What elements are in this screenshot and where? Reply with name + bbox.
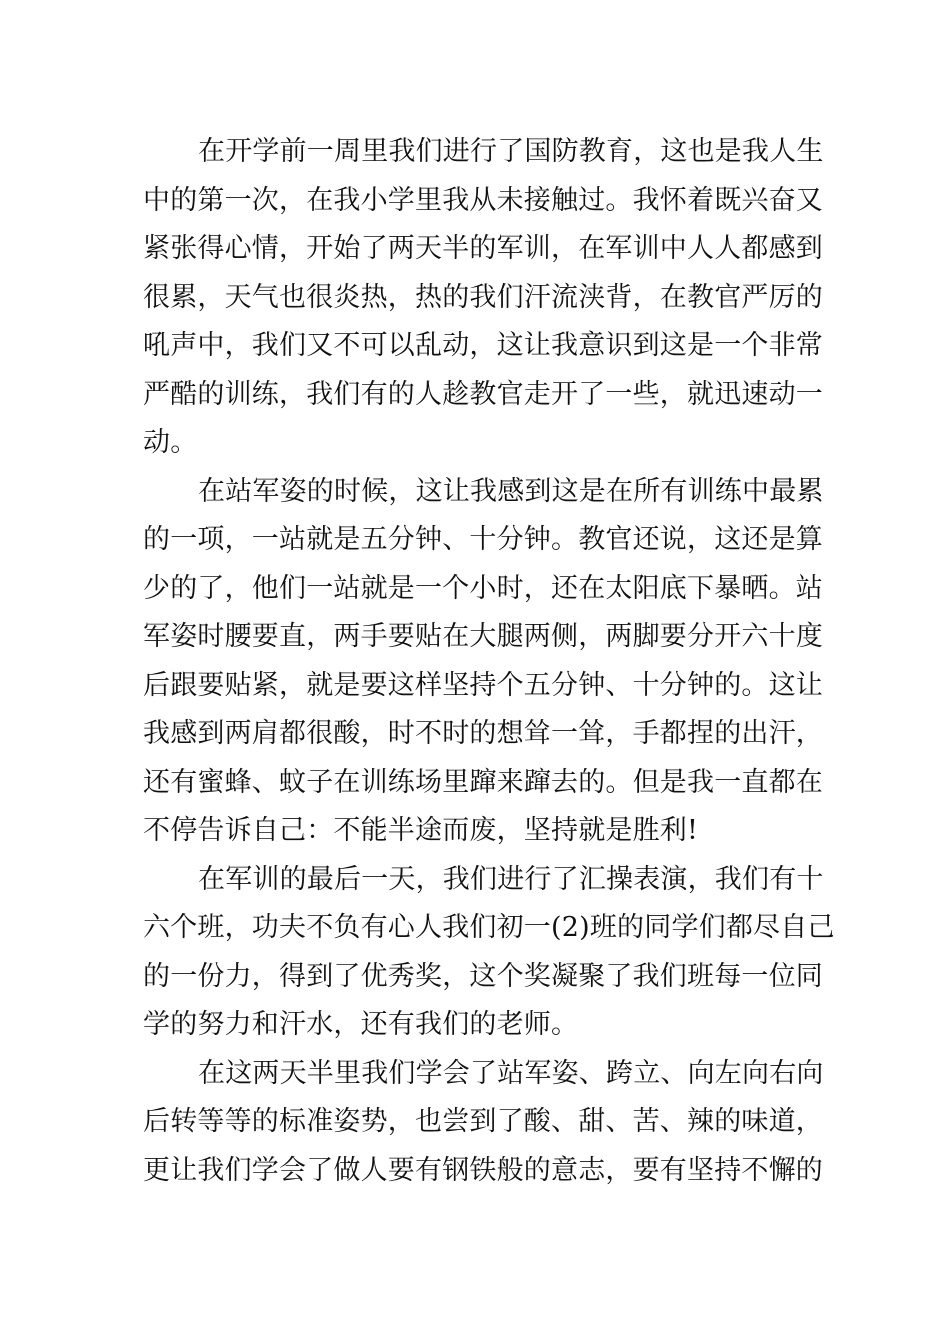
text-line: 在这两天半里我们学会了站军姿、跨立、向左向右向	[198, 1057, 824, 1089]
text-line: 少的了，他们一站就是一个小时，还在太阳底下暴晒。站	[143, 572, 823, 604]
text-line: 的一项，一站就是五分钟、十分钟。教官还说，这还是算	[143, 524, 823, 555]
text-line: 后跟要贴紧，就是要这样坚持个五分钟、十分钟的。这让	[143, 669, 823, 701]
text-line: 还有蜜蜂、蚊子在训练场里蹿来蹿去的。但是我一直都在	[143, 766, 823, 798]
text-line: 中的第一次，在我小学里我从未接触过。我怀着既兴奋又	[143, 184, 823, 216]
text-line: 在站军姿的时候，这让我感到这是在所有训练中最累	[198, 475, 824, 507]
text-line: 我感到两肩都很酸，时不时的想耸一耸，手都捏的出汗，	[143, 718, 823, 749]
text-line: 后转等等的标准姿势，也尝到了酸、甜、苦、辣的味道，	[143, 1106, 823, 1137]
paragraph-2	[143, 468, 824, 856]
text-line: 学的努力和汗水，还有我们的老师。	[143, 1009, 579, 1040]
text-line: 很累，天气也很炎热，热的我们汗流浃背，在教官严厉的	[143, 281, 823, 313]
text-line: 动。	[143, 427, 198, 458]
text-line: 不停告诉自己：不能半途而废，坚持就是胜利!	[143, 815, 699, 846]
text-line: 在开学前一周里我们进行了国防教育，这也是我人生	[198, 136, 824, 167]
paragraph-4	[143, 1050, 824, 1196]
text-line: 六个班，功夫不负有心人我们初一(2)班的同学们都尽自己	[143, 912, 835, 943]
text-line: 在军训的最后一天，我们进行了汇操表演，我们有十	[198, 863, 824, 895]
paragraph-1	[143, 128, 824, 468]
text-line: 的一份力，得到了优秀奖，这个奖凝聚了我们班每一位同	[143, 960, 823, 992]
text-line: 吼声中，我们又不可以乱动，这让我意识到这是一个非常	[143, 330, 823, 361]
paragraph-3	[143, 856, 835, 1050]
text-line: 更让我们学会了做人要有钢铁般的意志，要有坚持不懈的	[143, 1154, 823, 1186]
text-line: 紧张得心情，开始了两天半的军训，在军训中人人都感到	[143, 233, 823, 264]
document-body	[143, 128, 835, 1195]
text-line: 军姿时腰要直，两手要贴在大腿两侧，两脚要分开六十度	[143, 621, 823, 652]
text-line: 严酷的训练，我们有的人趁教官走开了一些，就迅速动一	[143, 378, 823, 410]
